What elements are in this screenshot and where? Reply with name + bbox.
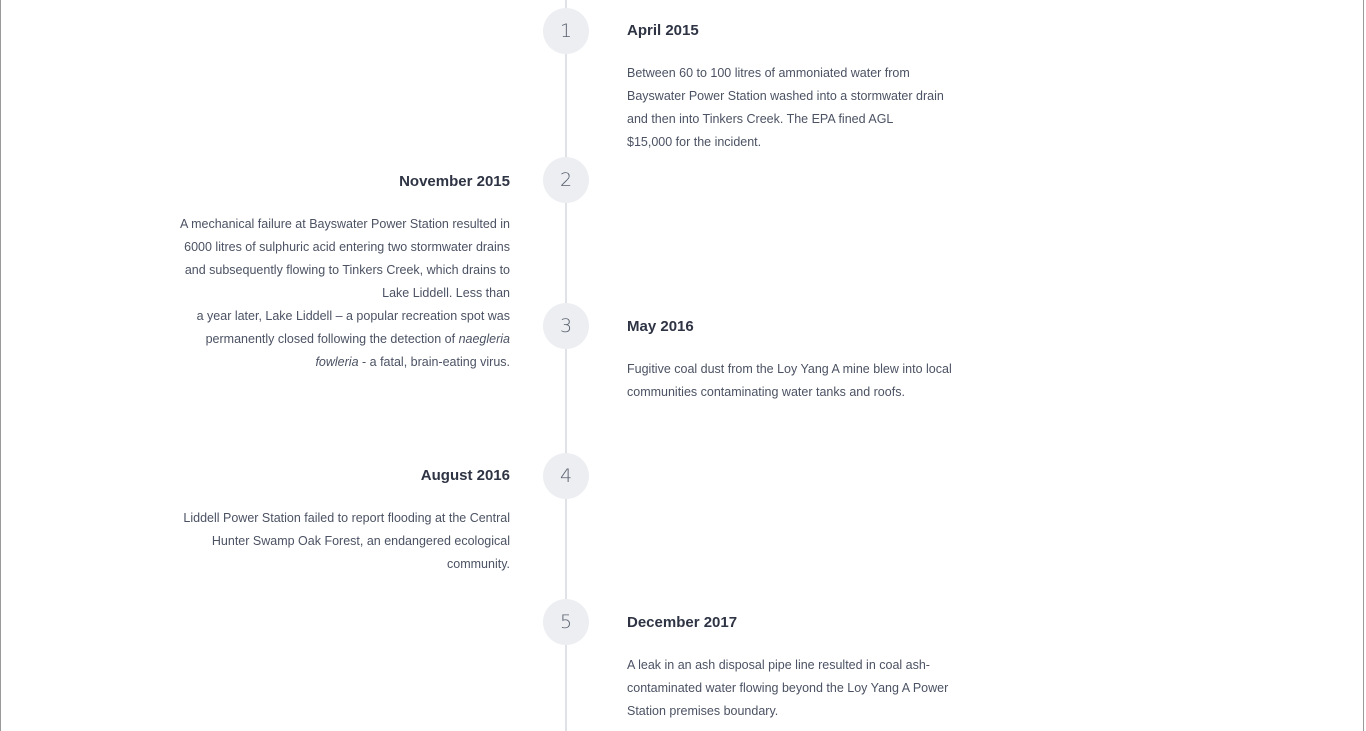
entry-description: Fugitive coal dust from the Loy Yang A mine blew into local communities contaminating water tanks and roofs. (627, 362, 952, 399)
timeline-node-5: 5 (543, 599, 589, 645)
entry-description: A mechanical failure at Bayswater Power Station resulted in 6000 litres of sulphuric acid entering two stormwater drains and subsequently flowing to Tinkers Creek, which drains to Lake Liddell. Less than a year later, Lake Liddell – a popular recreation spot was permanently closed following the detection of naegleria fowleria - a fatal, brain-eating virus. (179, 217, 510, 369)
timeline-entry-4 (150, 467, 510, 576)
entry-date: December 2017 (627, 614, 738, 631)
entry-description: A leak in an ash disposal pipe line resulted in coal ash- contaminated water flowing beyond the Loy Yang A Power Station premises boundary. (627, 658, 949, 718)
entry-description: Liddell Power Station failed to report flooding at the Central Hunter Swamp Oak Forest, an endangered ecological community. (183, 511, 510, 571)
entry-date: August 2016 (420, 467, 510, 484)
entry-date: May 2016 (627, 318, 694, 335)
timeline-entry-2 (150, 173, 510, 374)
entry-description: Between 60 to 100 litres of ammoniated water from Bayswater Power Station washed into a stormwater drain and then into Tinkers Creek. The EPA fined AGL $15,000 for the incident. (627, 66, 944, 149)
entry-date: November 2015 (399, 173, 510, 190)
timeline-entry-5 (627, 614, 977, 723)
timeline-node-3: 3 (543, 303, 589, 349)
timeline-node-1: 1 (543, 8, 589, 54)
timeline-node-4: 4 (543, 453, 589, 499)
entry-date: April 2015 (627, 22, 699, 39)
timeline-node-2: 2 (543, 157, 589, 203)
timeline-entry-3 (627, 318, 977, 404)
timeline-entry-1 (627, 22, 977, 154)
